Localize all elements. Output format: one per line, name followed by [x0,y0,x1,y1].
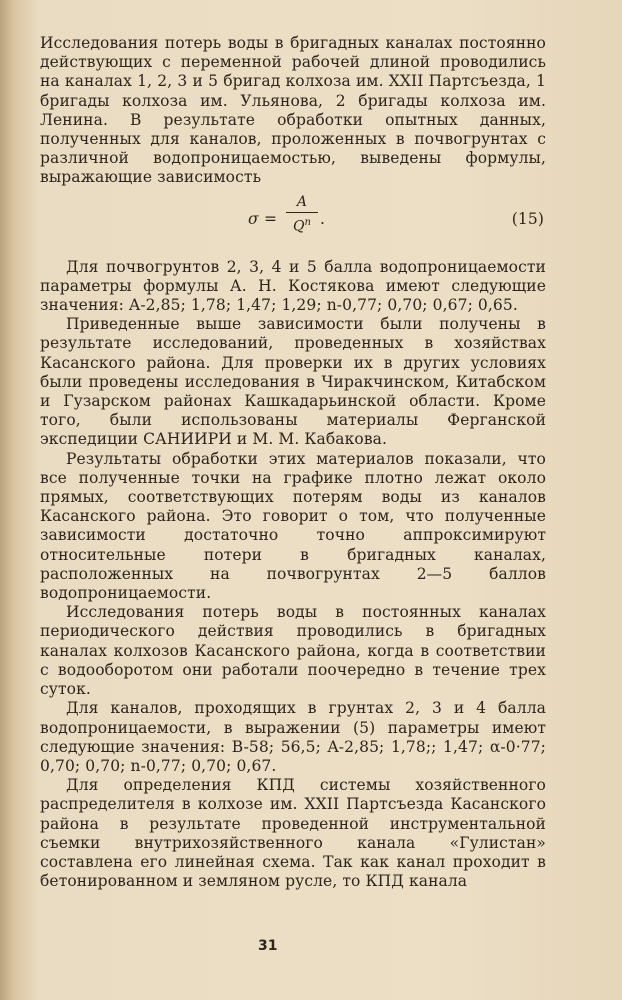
paragraph-7: Для определения КПД системы хозяйственного распределителя в колхозе им. XXII Партсъезда Касанского района в результате проведенной инструментальной съемки внутрихозяйственного канала «Гулистан» составлена его линейная схема. Так как канал проходит в бетонированном и земляном русле, то КПД канала [40,776,546,891]
formula-15 [40,192,546,252]
formula-denominator [286,215,318,235]
body-text [40,34,546,891]
paragraph-4: Результаты обработки этих материалов показали, что все полученные точки на графике плотно лежат около прямых, соответствующих потерям воды из каналов Касанского района. Это говорит о том, что полученные зависимости достаточно точно аппроксимируют относительные потери в бригадных каналах, расположенных на почвогрунтах 2—5 баллов водопроницаемости. [40,449,546,603]
paragraph-2: Для почвогрунтов 2, 3, 4 и 5 балла водопроницаемости параметры формулы А. Н. Костякова имеют следующие значения: A-2,85; 1,78; 1,47; 1,29; n-0,77; 0,70; 0,67; 0,65. [40,257,546,315]
formula-denominator-base: Q [292,218,305,235]
formula-lhs: σ [248,209,259,228]
formula-numerator: A [296,193,308,210]
page-number: 31 [258,938,278,954]
formula-trailing-dot: . [320,209,326,228]
paragraph-3: Приведенные выше зависимости были получены в результате исследований, проведенных в хозяйствах Касанского района. Для проверки их в других условиях были проведены исследования в Чиракчинском, Китабском и Гузарском районах Кашкадарьинской области. Кроме того, были использованы материалы Ферганской экспедиции САНИИРИ и М. М. Кабакова. [40,315,546,449]
formula-number: (15) [511,209,544,228]
formula-equals: = [264,209,278,228]
fraction-bar [286,212,318,213]
paragraph-1: Исследования потерь воды в бригадных каналах постоянно действующих с переменной рабочей длиной проводились на каналах 1, 2, 3 и 5 бригад колхоза им. XXII Партсъезда, 1 бригады колхоза им. Ульянова, 2 бригады колхоза им. Ленина. В результате обработки опытных данных, полученных для каналов, проложенных в почвогрунтах с различной водопроницаемостью, выведены формулы, выражающие зависимость [40,34,546,187]
formula-fraction [286,194,318,235]
formula-denominator-exponent: n [304,216,312,228]
paragraph-6: Для каналов, проходящих в грунтах 2, 3 и 4 балла водопроницаемости, в выражении (5) параметры имеют следующие значения: B-58; 56,5; A-2,85; 1,78;; 1,47; α-0·77; 0,70; 0,70; n-0,77; 0,70; 0,67. [40,699,546,775]
paragraph-5: Исследования потерь воды в постоянных каналах периодического действия проводились в бригадных каналах колхозов Касанского района, когда в соответствии с водооборотом они работали поочередно в течение трех суток. [40,603,546,699]
